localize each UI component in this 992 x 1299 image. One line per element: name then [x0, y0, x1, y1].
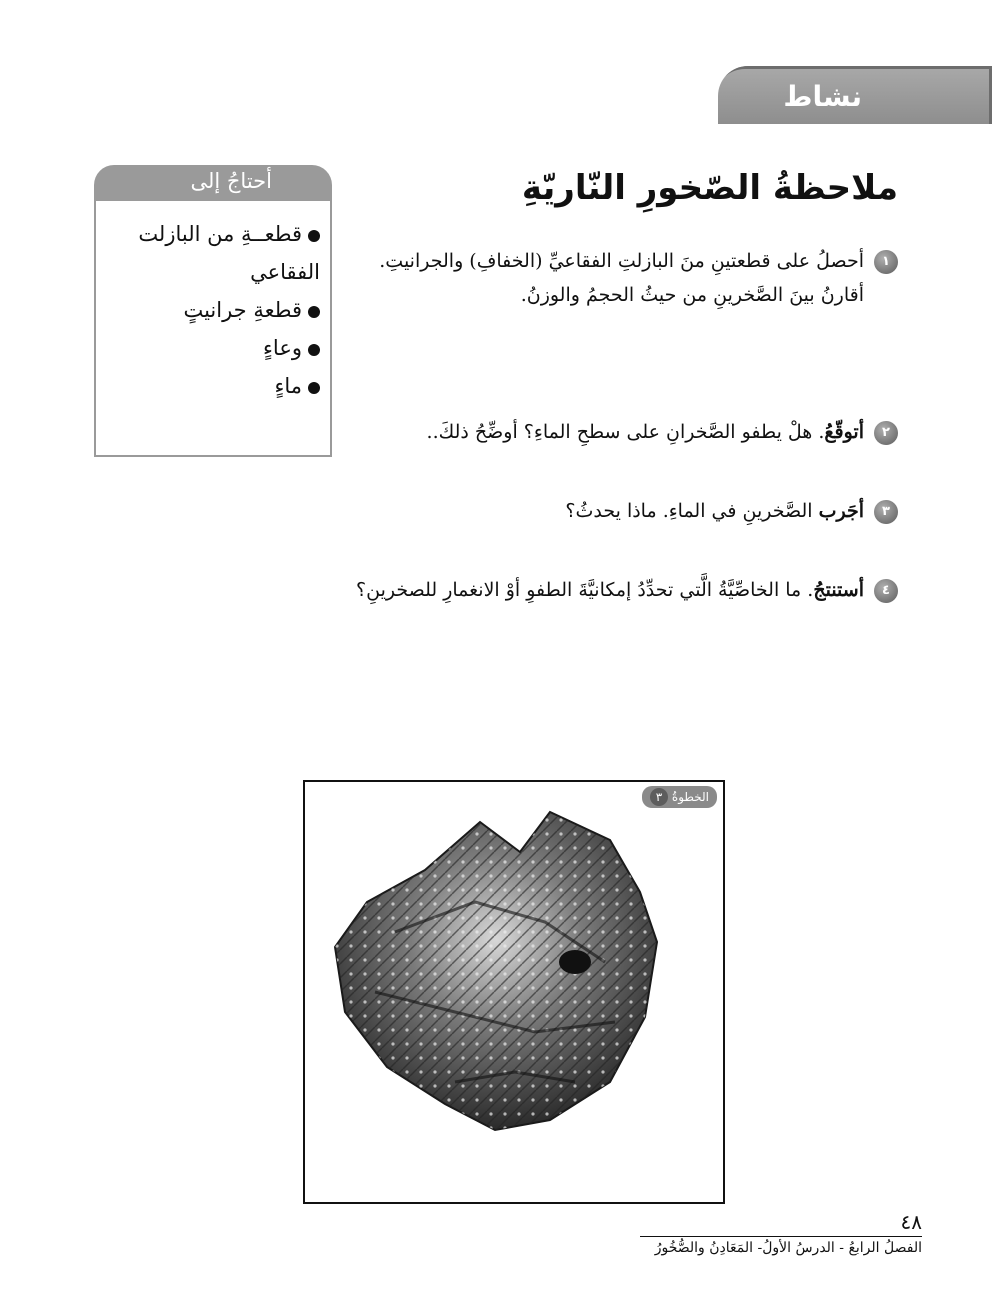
list-item: قطعةِ جرانيتٍ [100, 291, 320, 329]
materials-box [94, 165, 332, 459]
bullet-icon [308, 230, 320, 242]
bullet-icon [308, 344, 320, 356]
bullet-icon [308, 306, 320, 318]
list-item: وعاءٍ [100, 329, 320, 367]
basalt-rock-image [305, 782, 723, 1202]
materials-list [100, 215, 320, 405]
step-3: ٣أجَرب الصَّخرينِ في الماءِ. ماذا يحدثُ؟ [565, 494, 898, 528]
list-item: قطعــةِ من البازلت الفقاعي [138, 222, 320, 284]
step-number: ١ [874, 250, 898, 274]
step-number: ٤ [874, 579, 898, 603]
materials-heading: أحتاجُ إلى [190, 169, 272, 193]
bullet-icon [308, 382, 320, 394]
step-number: ٢ [874, 421, 898, 445]
footer-divider [640, 1236, 922, 1237]
activity-tab [718, 66, 992, 124]
page-number: ٤٨ [900, 1210, 922, 1234]
page-title: ملاحظةُ الصّخورِ النّاريّةِ [521, 168, 898, 208]
activity-tab-label: نشاط [783, 80, 862, 113]
rock-photo-frame [303, 780, 725, 1204]
list-item: ماءٍ [100, 367, 320, 405]
step-badge: الخطوةُ٣ [642, 786, 717, 808]
footer-text: الفصلُ الرابعُ - الدرسُ الأولُ- المَعَادِنُ والصُّخُورُ [654, 1240, 922, 1256]
step-number: ٣ [874, 500, 898, 524]
materials-header [94, 165, 332, 201]
step-1-line-2: أقارنُ بينَ الصَّخرينِ من حيثُ الحجمُ والوزنُ. [520, 284, 864, 306]
step-1: ١أحصلُ على قطعتينِ منَ البازلتِ الفقاعيِّ (الخفافِ) والجرانيتِ. أقارنُ بينَ الصَّخرينِ من حيثُ الحجمُ والوزنُ. [379, 244, 898, 312]
step-4: ٤أستنتجُ. ما الخاصِّيَّةُ الَّتي تحدِّدُ إمكانيَّةَ الطفوِ أوْ الانغمارِ للصخرينِ؟ [356, 573, 898, 607]
step-2: ٢أتوقّعُ. هلْ يطفو الصَّخرانِ على سطحِ الماءِ؟ أوضِّحُ ذلكَ.. [427, 415, 898, 449]
